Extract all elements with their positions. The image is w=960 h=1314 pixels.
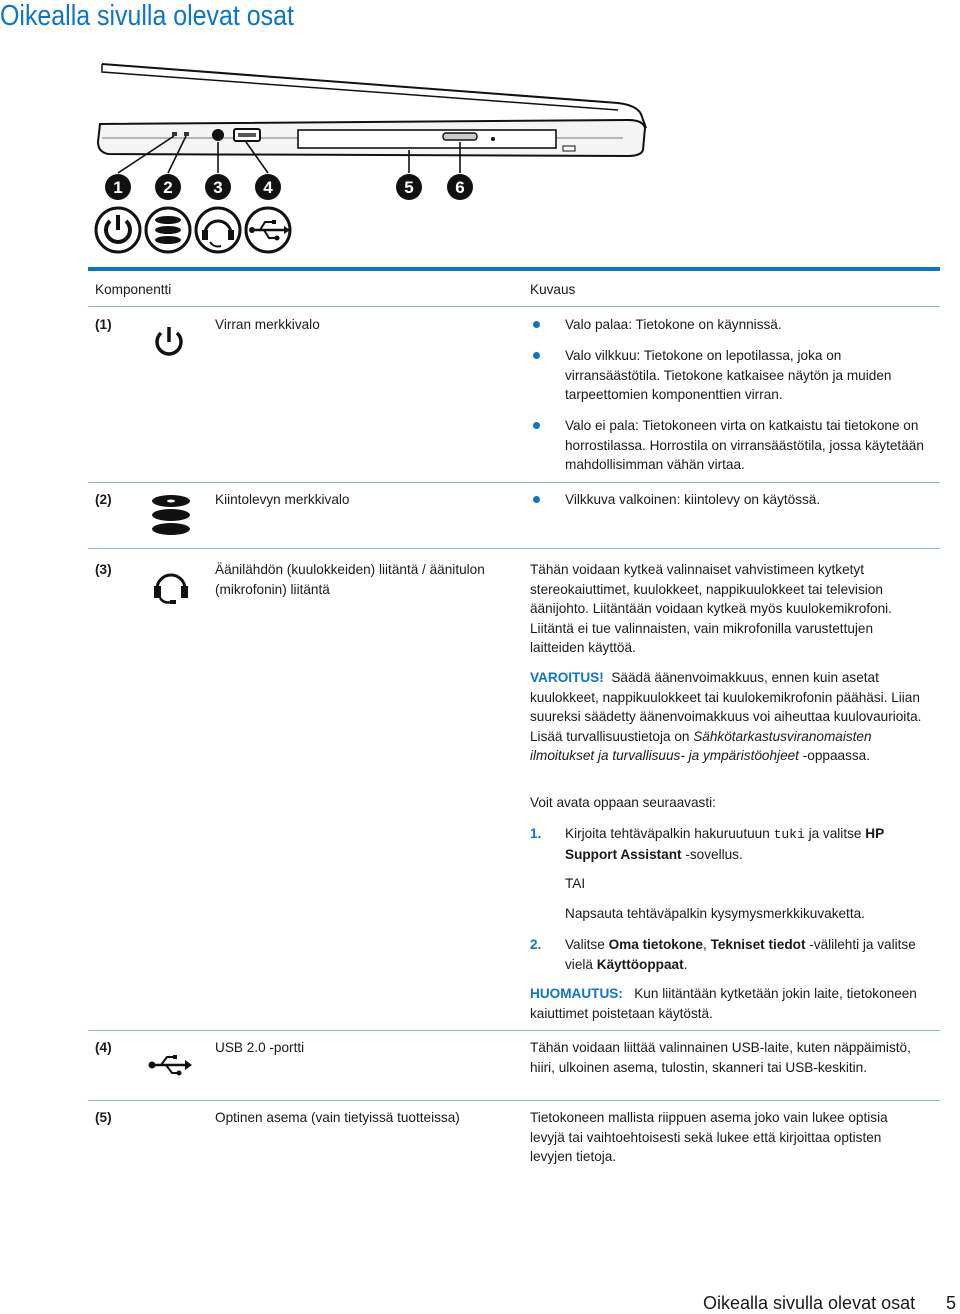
callout-3: 3 [213, 178, 223, 197]
row-3-note [530, 984, 930, 1023]
bullet-icon [533, 496, 540, 503]
step-1-number: 1. [530, 826, 542, 841]
step-1-part: -sovellus. [685, 846, 743, 862]
power-icon [152, 325, 186, 359]
step-2-end: . [683, 956, 688, 972]
headset-icon [196, 208, 240, 252]
bullet-icon [533, 352, 540, 359]
row-1-name: Virran merkkivalo [215, 317, 320, 332]
tab-specifications: Tekniset tiedot [710, 937, 806, 952]
row-2-rule [88, 548, 940, 549]
note-text: Kun liitäntään kytketään jokin laite, tietokoneen kaiuttimet poistetaan käytöstä. [530, 986, 917, 1021]
power-icon [96, 208, 140, 252]
warning-suffix: -oppaassa. [802, 748, 871, 763]
drive-light-hole [184, 132, 189, 136]
search-term: tuki [773, 827, 805, 842]
row-4-number: (4) [95, 1040, 112, 1055]
page-title: Oikealla sivulla olevat osat [0, 0, 294, 32]
note-label: HUOMAUTUS: [530, 986, 623, 1001]
callout-2: 2 [163, 178, 173, 197]
page-number: 5 [946, 1293, 957, 1313]
hard-drive-icon [150, 494, 192, 538]
menu-my-computer: Oma tietokone [608, 937, 703, 952]
warning-text: Säädä äänenvoimakkuus, ennen kuin asetat kuulokkeet, nappikuulokkeet tai kuulokemikrofonin päähäsi. Liian suureksi säädetty äänenvoimakkuus voi aiheuttaa kuulovaurioita. Lisää turvallisuustietoja on [530, 670, 922, 744]
row-1-bullet-1: Valo palaa: Tietokone on käynnissä. [565, 317, 782, 332]
row-5-number: (5) [95, 1110, 112, 1125]
header-component: Komponentti [95, 282, 172, 297]
menu-user-guides: Käyttöoppaat [596, 956, 684, 972]
row-2-number: (2) [95, 492, 112, 507]
callout-5: 5 [404, 178, 414, 197]
power-light-hole [172, 132, 177, 136]
step-1-alternative: Napsauta tehtäväpalkin kysymysmerkkikuvaketta. [565, 906, 865, 921]
step-1-part: Kirjoita tehtäväpalkin hakuruutuun [565, 826, 770, 841]
steps-intro: Voit avata oppaan seuraavasti: [530, 795, 716, 810]
warning-label: VAROITUS! [530, 670, 604, 685]
callout-6: 6 [455, 178, 465, 197]
row-3-warning [530, 668, 930, 766]
row-3-number: (3) [95, 562, 112, 577]
warning-guide-title: Sähkötarkastusviranomaisten ilmoitukset ja turvallisuus- ja ympäristöohjeet [530, 728, 872, 763]
laptop-right-side-illustration [88, 58, 668, 268]
row-2-name: Kiintolevyn merkkivalo [215, 492, 350, 507]
step-2-text [565, 935, 930, 974]
callout-4: 4 [263, 178, 273, 197]
step-2-separator: , [703, 937, 707, 952]
row-4-rule [88, 1100, 940, 1101]
row-1-bullet-3: Valo ei pala: Tietokoneen virta on katkaistu tai tietokone on horrostilassa. Horrostila on virransäästötila, jossa käytetään mahdollisimman vähän virtaa. [565, 418, 924, 472]
row-3-rule [88, 1030, 940, 1031]
usb-icon [246, 208, 290, 252]
callout-1: 1 [113, 178, 123, 197]
header-rule [88, 306, 940, 307]
hard-drive-icon [146, 208, 190, 252]
app-name: HP Support Assistant [565, 826, 884, 862]
header-description: Kuvaus [530, 282, 576, 297]
step-1-text [565, 824, 930, 864]
eject-button [443, 133, 477, 140]
row-1-rule [88, 482, 940, 483]
step-2-part: Valitse [565, 937, 605, 952]
row-1-bullet-2: Valo vilkkuu: Tietokone on lepotilassa, joka on virransäästötila. Tietokone katkaisee näytön ja muiden tarpeettomien komponenttien virran. [565, 348, 892, 402]
optical-drive-tray [298, 130, 556, 148]
row-1-number: (1) [95, 317, 112, 332]
step-1-part: ja valitse [808, 826, 862, 841]
usb-icon [148, 1054, 192, 1076]
step-2-number: 2. [530, 937, 542, 952]
row-5-description: Tietokoneen mallista riippuen asema joko vain lukee optisia levyjä tai vaihtoehtoisesti sekä lukee että kirjoittaa optisten levyjen tietoja. [530, 1110, 888, 1164]
row-5-name: Optinen asema (vain tietyissä tuotteissa) [215, 1110, 460, 1125]
bullet-icon [533, 321, 540, 328]
row-4-name: USB 2.0 -portti [215, 1040, 305, 1055]
bullet-icon [533, 422, 540, 429]
table-top-rule [88, 267, 940, 271]
row-2-bullet-1: Vilkkuva valkoinen: kiintolevy on käytössä. [565, 492, 821, 507]
step-2-part: -välilehti ja valitse vielä [565, 937, 916, 972]
footer-section-title: Oikealla sivulla olevat osat [703, 1293, 916, 1313]
row-4-description: Tähän voidaan liittää valinnainen USB-laite, kuten näppäimistö, hiiri, ulkoinen asema, tulostin, skanneri tai USB-keskitin. [530, 1040, 911, 1075]
row-3-description: Tähän voidaan kytkeä valinnaiset vahvistimeen kytketyt stereokaiuttimet, kuulokkeet, nappikuulokkeet tai television äänijohto. Liitäntään voidaan kytkeä myös kuulokemikrofoni. Liitäntä ei tue valinnaisten, vain mikrofonilla varustettujen laitteiden käyttöä. [530, 562, 892, 655]
step-1-or: TAI [565, 876, 586, 891]
row-3-name: Äänilähdön (kuulokkeiden) liitäntä / äänitulon (mikrofonin) liitäntä [215, 562, 485, 597]
headset-icon [152, 567, 190, 605]
audio-jack [212, 129, 224, 141]
